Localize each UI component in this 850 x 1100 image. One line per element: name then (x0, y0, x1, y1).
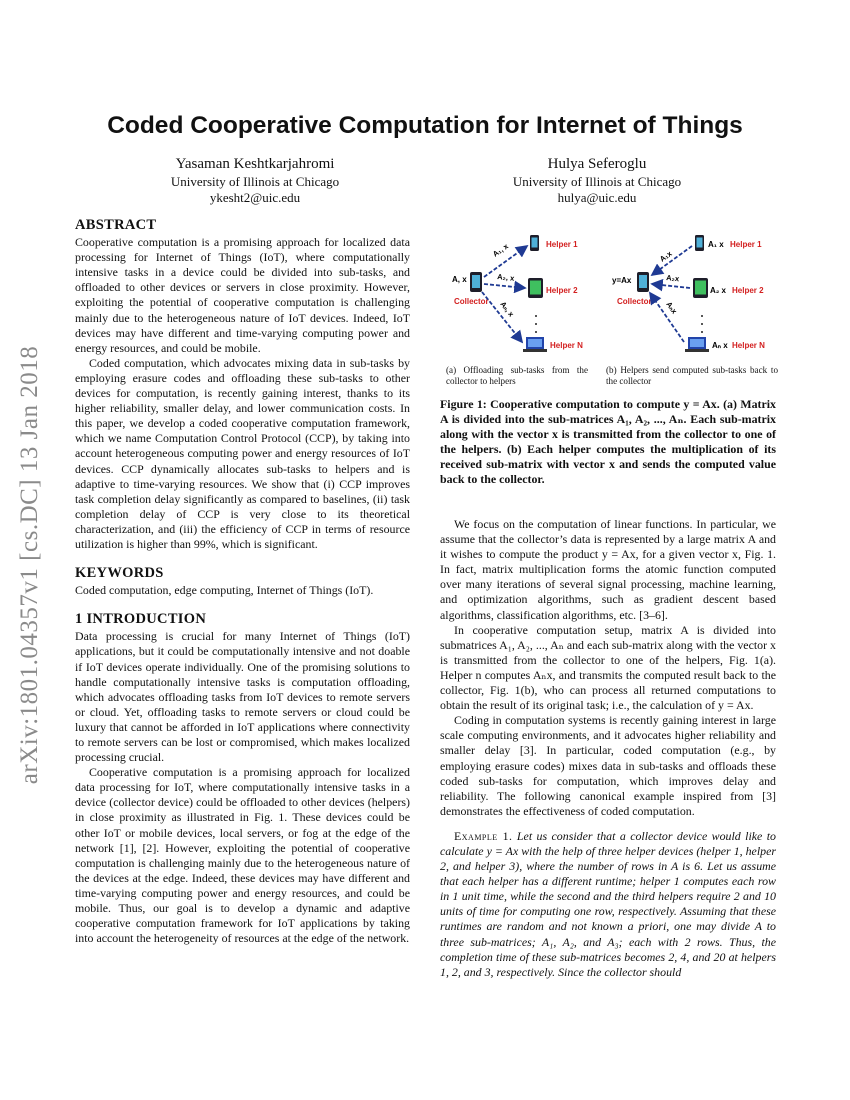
helper-2-tablet-icon (693, 278, 708, 298)
arrow-label-1: A₁, x (490, 241, 510, 259)
subfigure-b-caption: (b) Helpers send computed sub-tasks back to the collector (606, 365, 778, 386)
example-1 (440, 829, 776, 980)
author-email: hulya@uic.edu (557, 189, 637, 205)
helper-n-label: Helper N (732, 341, 765, 350)
arrow-from-helper-n (650, 293, 684, 342)
abstract-heading: ABSTRACT (75, 217, 157, 233)
subfigure-a-caption: (a) Offloading sub-tasks from the collector to helpers (446, 365, 588, 386)
left-column (75, 218, 410, 946)
helper-2-tablet-icon (528, 278, 543, 298)
abstract-paragraph-1: Cooperative computation is a promising approach for localized data processing for Internet of Things (IoT), where computationally intensive tasks in a device could be divided into sub-tasks, and offloaded to other devices or servers in close proximity. However, exploiting the potential of cooperative computation is challenging mainly due to the heterogeneous nature of IoT devices. Indeed, IoT devices may have different and time-varying computing power and energy resources, and could be mobile. (75, 235, 410, 355)
arxiv-id-text: arXiv:1801.04357v1 [cs.DC] 13 Jan 2018 (16, 345, 43, 785)
author-name: Hulya Seferoglu (547, 156, 647, 172)
author-affiliation: University of Illinois at Chicago (170, 174, 340, 189)
right-paragraph-1: We focus on the computation of linear functions. In particular, we assume that the collector’s data is represented by a large matrix A and it wishes to compute the product y = Ax, for a given vector x, Fig. 1. In fact, matrix multiplication forms the atomic function computed over many iterations of several signal processing, machine learning, and optimization algorithms, such as gradient descent based algorithms, classification algorithms, etc. [3–6]. (440, 517, 776, 622)
helper-1-label: Helper 1 (730, 240, 762, 249)
arrow-label-2: A₂x (665, 273, 680, 284)
figure-1-caption: Figure 1: Cooperative computation to compute y = Ax. (a) Matrix A is divided into the sub-matrices A₁, A₂, ..., Aₙ. Each sub-matrix along with the vector x is transmitted from the collector to one of the helpers. (b) Each helper computes the multiplication of its received sub-matrix with vector x and sends the computed value back to the collector. (440, 397, 776, 487)
example-text: Let us consider that a collector device would like to calculate y = Ax with the help of three helper devices (helper 1, helper 2, and helper 3), where the number of rows in A is 6. Let us assume that each helper has a different runtime; helper 1 computes each row in 1 unit time, while the second and the third helpers require 2 and 10 units of time for computing one row, respectively. Assuming that these runtimes are random and not known a priori, one may divide A to three sub-matrices; A₁, A₂, and A₃; each with 2 rows. Thus, the completion time of these sub-matrices becomes 2, 4, and 20 at helpers 1, 2, and 3, respectively. Since the collector should (440, 828, 776, 979)
figure-1-diagram (440, 222, 780, 367)
arxiv-sidebar-identifier (8, 265, 52, 865)
collector-device-icon (637, 272, 649, 292)
helper-2-label: Helper 2 (732, 286, 764, 295)
intro-paragraph-1: Data processing is crucial for many Internet of Things (IoT) applications, but it could be computationally intensive and not doable if IoT devices operate individually. One of the promising solutions to handle computationally intensive tasks is computation offloading, which advocates offloading tasks from IoT devices to remote servers or cloud. Yet, offloading tasks to remote servers or cloud could be luxury that cannot be afforded in IoT applications where connectivity to remote servers can be lost or compromised, which makes localized processing crucial. (75, 629, 410, 765)
author-block-1 (105, 155, 405, 205)
abstract-paragraph-2: Coded computation, which advocates mixing data in sub-tasks by employing erasure codes and offloading these sub-tasks to other devices for computation, is recently gaining interest, thanks to its higher reliability, smaller delay, and lower communication costs. In this paper, we develop a coded cooperative computation framework, which we name Computation Control Protocol (CCP), by taking into account heterogeneous computing power and energy resources of IoT devices. CCP dynamically allocates sub-tasks to helpers and is adaptive to time-varying resources. We show that (i) CCP improves task completion delay significantly as compared to baselines, (ii) task completion delay of CCP is very close to its theoretical characterization, and (iii) the efficiency of CCP in terms of resource utilization is higher than 99%, which is significant. (75, 355, 410, 551)
helper-1-result: A₁ x (708, 240, 724, 249)
collector-label: Collector (617, 297, 652, 306)
collector-input-label: A, x (452, 275, 467, 284)
example-label: Example 1. (454, 828, 513, 843)
right-paragraph-3: Coding in computation systems is recently gaining interest in large scale computing environments, and it advocates higher reliability and smaller delay [3]. In particular, coded computation (e.g., by employing erasure codes) mixes data in sub-tasks and offloads these coded sub-tasks for computation, which improves delay and reliability. The following canonical example inspired from [3] demonstrates the effectiveness of coded computation. (440, 713, 776, 818)
keywords-text: Coded computation, edge computing, Internet of Things (IoT). (75, 583, 374, 598)
arrow-to-helper-2 (484, 284, 525, 288)
helper-n-laptop-icon (523, 337, 547, 352)
vertical-ellipsis-icon (701, 315, 703, 333)
vertical-ellipsis-icon (535, 315, 537, 333)
author-affiliation: University of Illinois at Chicago (512, 174, 682, 189)
helper-2-label: Helper 2 (546, 286, 578, 295)
collector-output-label: y=Ax (612, 276, 632, 285)
author-name: Yasaman Keshtkarjahromi (175, 156, 335, 172)
figure-1 (440, 222, 780, 390)
helper-2-result: A₂ x (710, 286, 727, 295)
arrow-label-2: A₂, x (496, 272, 515, 283)
subfigure-a (452, 235, 583, 352)
arrow-from-helper-1 (652, 246, 692, 275)
helper-1-phone-icon (530, 235, 539, 251)
helper-1-label: Helper 1 (546, 240, 578, 249)
paper-title: Coded Cooperative Computation for Internet of Things (107, 112, 743, 139)
introduction-heading: 1 INTRODUCTION (75, 611, 207, 628)
collector-device-icon (470, 272, 482, 292)
arrow-label-n: Aₙx (664, 299, 679, 316)
right-column (440, 517, 776, 980)
helper-n-label: Helper N (550, 341, 583, 350)
arrow-to-helper-n (482, 292, 522, 342)
helper-1-phone-icon (695, 235, 704, 251)
collector-label: Collector (454, 297, 489, 306)
helper-n-laptop-icon (685, 337, 709, 352)
intro-paragraph-2: Cooperative computation is a promising approach for localized data processing for IoT, where computationally intensive tasks in a device (collector device) could be offloaded to other devices (helpers) in close proximity as illustrated in Fig. 1. These devices could be other IoT or mobile devices, local servers, or fog at the edge of the network [1], [2]. However, exploiting the potential of cooperative computation is challenging mainly due to the heterogeneous nature of the devices at the edge. Indeed, these devices may have different and time-varying computing power and energy resources, and could be mobile. Thus, our goal is to develop a dynamic and adaptive cooperative computation framework for IoT applications by taking into account the heterogeneity of resources at the edge of the network. (75, 765, 410, 946)
author-block-2 (447, 155, 747, 205)
arrow-label-1: A₁x (657, 248, 674, 264)
author-email: ykesht2@uic.edu (209, 189, 301, 205)
right-paragraph-2: In cooperative computation setup, matrix A is divided into submatrices A₁, A₂, ..., Aₙ and each sub-matrix along with the vector x is transmitted from the collector to one of the helpers, Fig. 1(a). Helper n computes Aₙx, and transmits the computed result back to the collector, Fig. 1(b), who can process all returned computations to obtain the result of its original task; i.e., the calculation of y = Ax. (440, 622, 776, 713)
keywords-heading: KEYWORDS (75, 565, 164, 582)
helper-n-result: Aₙ x (712, 341, 728, 350)
arrow-label-n: Aₙ, x (498, 299, 516, 319)
subfigure-b (612, 235, 765, 352)
arrow-from-helper-2 (652, 284, 690, 288)
